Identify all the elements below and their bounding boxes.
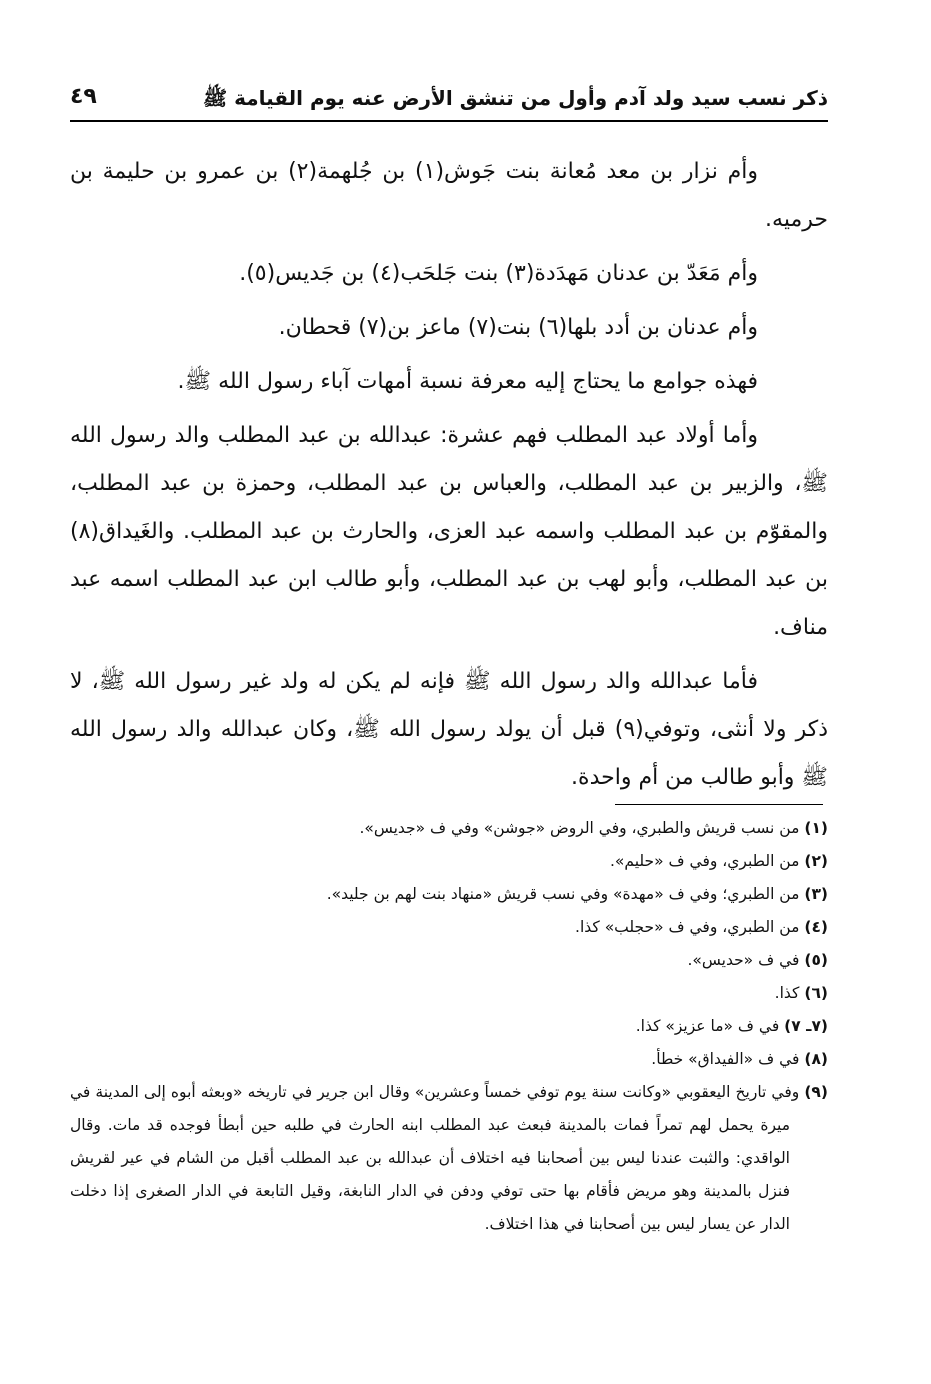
footnote-divider: [615, 804, 823, 805]
paragraph: فأما عبدالله والد رسول الله ﷺ فإنه لم يكن له ولد غير رسول الله ﷺ، لا ذكر ولا أنثى، وتوفي(٩) قبل أن يولد رسول الله ﷺ، وكان عبدالله والد رسول الله ﷺ وأبو طالب من أم واحدة.: [70, 669, 829, 790]
footnote-text: من الطبري، وفي ف «حليم».: [610, 852, 800, 870]
footnote: [70, 812, 828, 845]
footnote-number: (٦): [804, 984, 828, 1002]
footnote-text: في ف «حديس».: [687, 951, 800, 969]
paragraph: وأم عدنان بن أدد بلها(٦) بنت(٧) ماعز بن(٧) قحطان.: [278, 315, 758, 340]
paragraph: وأما أولاد عبد المطلب فهم عشرة: عبدالله بن عبد المطلب والد رسول الله ﷺ، والزبير بن عبد المطلب، والعباس بن عبد المطلب، وحمزة بن عبد المطلب، والمقوّم بن عبد المطلب واسمه عبد العزى، والحارث بن عبد المطلب. والغَيداق(٨) بن عبد المطلب، وأبو لهب بن عبد المطلب، وأبو طالب ابن عبد المطلب اسمه عبد مناف.: [70, 423, 828, 640]
footnote-text: في ف «ما عزيز» كذا.: [635, 1017, 780, 1035]
footnote-text: من نسب قريش والطبري، وفي الروض «جوشن» وفي ف «جديس».: [359, 819, 800, 837]
footnote: [70, 878, 828, 911]
footnote-number: (١): [804, 819, 828, 837]
footnote-text: وفي تاريخ اليعقوبي «وكانت سنة يوم توفي خمساً وعشرين» وقال ابن جرير في تاريخه «وبعثه أبوه إلى المدينة في ميرة يحمل لهم تمراً فمات بالمدينة فبعث عبد المطلب ابنه الحارث في طلبه حين أبطأ فوجده قد مات. وقال الواقدي: والثبت عندنا ليس بين أصحابنا فيه اختلاف أن عبدالله بن عبد المطلب أقبل من الشام في عير لقريش فنزل بالمدينة وهو مريض فأقام بها حتى توفي ودفن في الدار النابغة، وقيل التابعة في الدار الصغرى إذا دخلت الدار عن يسار ليس بين أصحابنا في هذا اختلاف.: [70, 1083, 800, 1233]
page-header: [70, 76, 828, 122]
page-number: ٤٩: [70, 84, 97, 109]
footnote: [70, 944, 828, 977]
footnote-number: (٣): [804, 885, 828, 903]
footnote-text: من الطبري، وفي ف «حجلب» كذا.: [575, 918, 800, 936]
footnote: [70, 845, 828, 878]
main-text: [70, 148, 828, 808]
footnote-text: كذا.: [774, 984, 800, 1002]
running-title: ذكر نسب سيد ولد آدم وأول من تنشق الأرض عنه يوم القيامة ﷺ: [202, 86, 828, 110]
footnote: [70, 1076, 828, 1241]
paragraph: فهذه جوامع ما يحتاج إليه معرفة نسبة أمهات آباء رسول الله ﷺ.: [177, 369, 758, 394]
footnote-number: (٥): [804, 951, 828, 969]
footnote-number: (٧ـ ٧): [784, 1017, 828, 1035]
footnote: [70, 1010, 828, 1043]
footnote: [70, 1043, 828, 1076]
paragraph: وأم مَعَدّ بن عدنان مَهدَدة(٣) بنت جَلحَب(٤) بن جَديس(٥).: [239, 261, 758, 286]
footnotes: [70, 812, 828, 1241]
footnote: [70, 911, 828, 944]
footnote: [70, 977, 828, 1010]
footnote-number: (٤): [804, 918, 828, 936]
footnote-number: (٨): [804, 1050, 828, 1068]
paragraph: وأم نزار بن معد مُعانة بنت جَوش(١) بن جُلهمة(٢) بن عمرو بن حليمة بن حرميه.: [70, 159, 828, 232]
footnote-text: في ف «الفيداق» خطأ.: [651, 1050, 800, 1068]
footnote-text: من الطبري؛ وفي ف «مهدة» وفي نسب قريش «منهاد بنت لهم بن جليد».: [326, 885, 800, 903]
footnote-number: (٩): [804, 1083, 828, 1101]
footnote-number: (٢): [804, 852, 828, 870]
